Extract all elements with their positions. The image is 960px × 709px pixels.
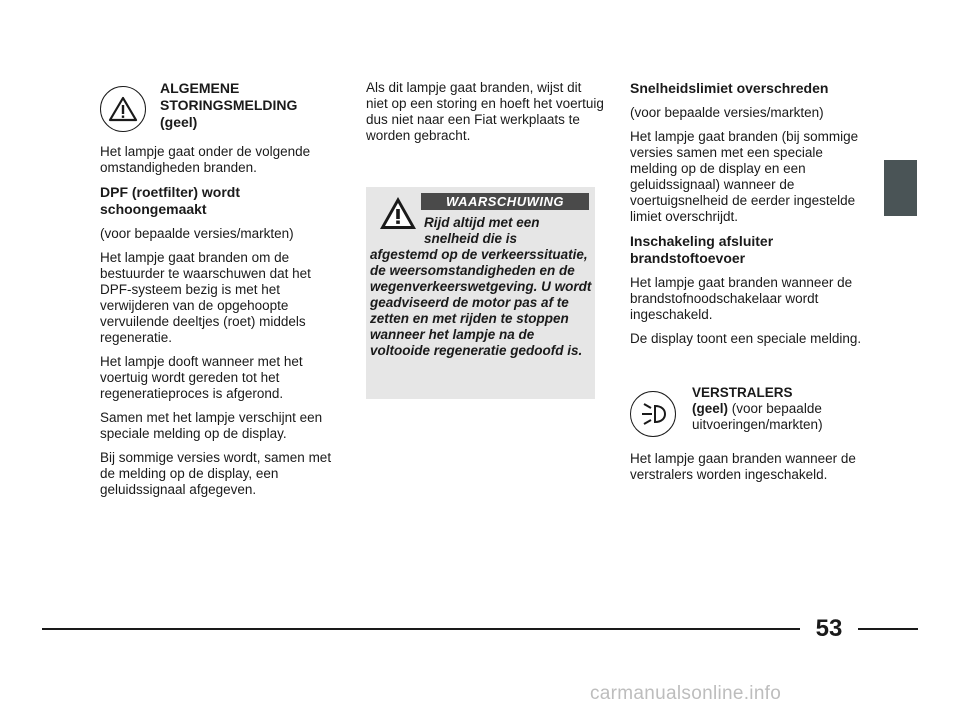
headlights-paragraph: Het lampje gaan branden wanneer de verstralers worden ingeschakeld. bbox=[630, 451, 856, 482]
fuel-paragraph-2: De display toont een speciale melding. bbox=[630, 331, 862, 346]
dpf-subheading: (voor bepaalde versies/markten) bbox=[100, 226, 294, 241]
general-fault-title: ALGEMENE STORINGSMELDING (geel) bbox=[160, 80, 298, 130]
headlights-header bbox=[630, 385, 870, 437]
speed-heading: Snelheidslimiet overschreden bbox=[630, 80, 829, 96]
dpf-paragraph-3: Samen met het lampje verschijnt een speciale melding op de display. bbox=[100, 410, 323, 441]
warning-box bbox=[366, 187, 595, 399]
warning-triangle-icon bbox=[100, 86, 146, 132]
intro-text: Het lampje gaat onder de volgende omstandigheden branden. bbox=[100, 144, 311, 175]
warning-label: WAARSCHUWING bbox=[421, 193, 589, 210]
middle-paragraph: Als dit lampje gaat branden, wijst dit niet op een storing en hoeft het voertuig dus niet naar een Fiat werkplaats te worden gebracht. bbox=[366, 80, 604, 143]
warning-text: Rijd altijd met een snelheid die is afgestemd op de verkeerssituatie, de weersomstandigheden en de wegenverkeerswetgeving. U wordt geadviseerd de motor pas af te zetten en met rijden te stoppen wanneer het lampje na de voltooide regeneratie gedoofd is. bbox=[370, 215, 592, 358]
speed-subheading: (voor bepaalde versies/markten) bbox=[630, 105, 824, 120]
speed-paragraph: Het lampje gaat branden (bij sommige versies samen met een speciale melding op de display en een geluidssignaal) wanneer de voertuigsnelheid de eerder ingestelde limiet overschrijdt. bbox=[630, 129, 859, 224]
headlights-title: VERSTRALERS (geel) (voor bepaalde uitvoeringen/markten) bbox=[692, 385, 823, 432]
column-left bbox=[100, 80, 340, 506]
section-tab bbox=[884, 160, 917, 216]
column-middle bbox=[366, 80, 606, 152]
fuel-heading: Inschakeling afsluiter brandstoftoevoer bbox=[630, 233, 774, 266]
dpf-heading: DPF (roetfilter) wordt schoongemaakt bbox=[100, 184, 240, 217]
dpf-paragraph-2: Het lampje dooft wanneer met het voertuig wordt gereden tot het regeneratieproces is afgerond. bbox=[100, 354, 303, 401]
footer-rule-left bbox=[42, 628, 800, 630]
fuel-paragraph-1: Het lampje gaat branden wanneer de brandstofnoodschakelaar wordt ingeschakeld. bbox=[630, 275, 853, 322]
column-right bbox=[630, 80, 870, 491]
footer-rule-right bbox=[858, 628, 918, 630]
general-fault-header bbox=[100, 80, 340, 132]
headlight-beam-icon bbox=[630, 391, 676, 437]
watermark: carmanualsonline.info bbox=[590, 683, 782, 704]
dpf-paragraph-4: Bij sommige versies wordt, samen met de melding op de display, een geluidssignaal afgegeven. bbox=[100, 450, 332, 497]
page-number: 53 bbox=[815, 615, 843, 642]
dpf-paragraph-1: Het lampje gaat branden om de bestuurder te waarschuwen dat het DPF-systeem bezig is met het verwijderen van de opgehoopte vervuilende deeltjes (roet) middels regeneratie. bbox=[100, 250, 311, 345]
